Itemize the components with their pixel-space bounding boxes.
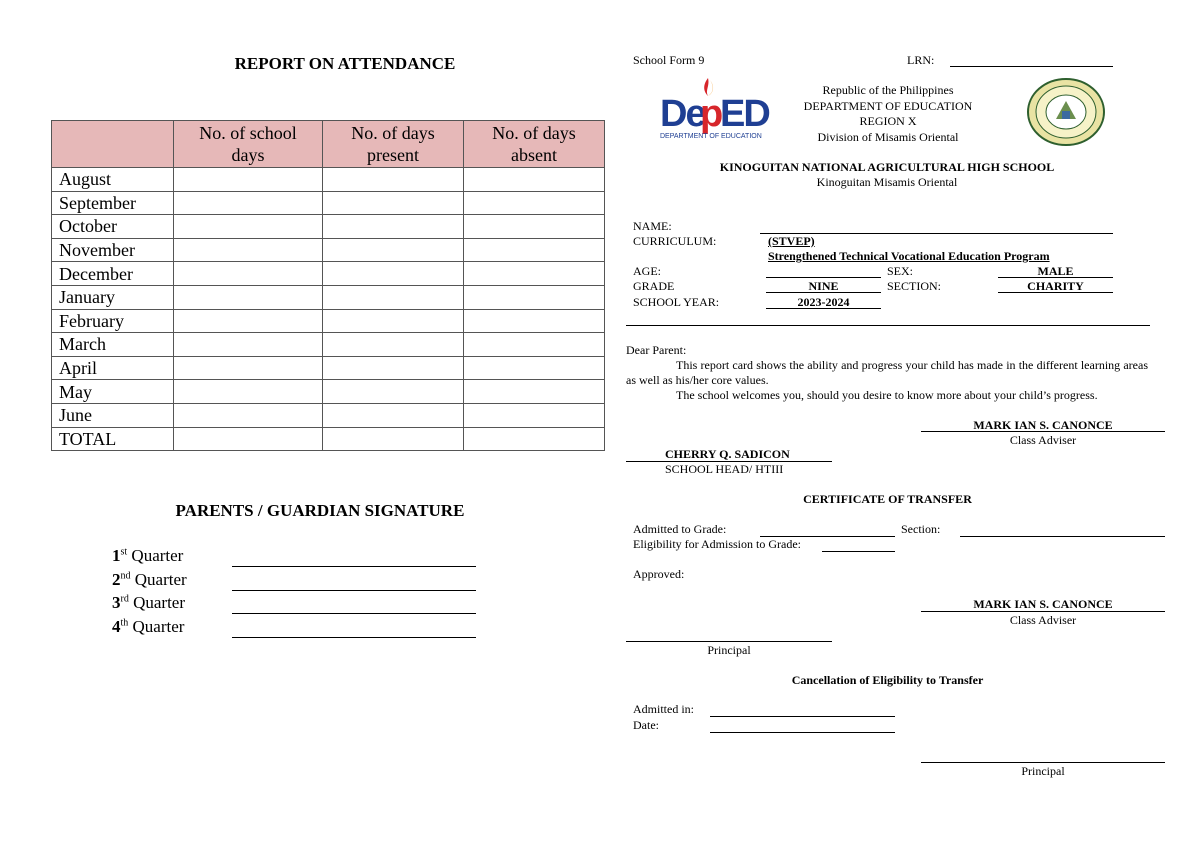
office-header (770, 83, 1006, 145)
curriculum-name: Strengthened Technical Vocational Education Program (768, 249, 1050, 263)
month-label: November (52, 238, 174, 262)
days-present-cell[interactable] (323, 215, 464, 239)
table-row (52, 215, 605, 239)
cancellation-title: Cancellation of Eligibility to Transfer (791, 673, 984, 687)
month-label: April (52, 356, 174, 380)
letter-paragraph-1: This report card shows the ability and progress your child has made in the different learning areas as well as his/her core values. (626, 358, 1148, 387)
table-row (52, 168, 605, 192)
table-row (52, 356, 605, 380)
header-school-days: No. of school days (174, 121, 323, 168)
table-row (52, 403, 605, 427)
approved-label: Approved: (633, 567, 685, 581)
days-present-cell[interactable] (323, 262, 464, 286)
svg-text:ED: ED (720, 93, 769, 135)
section-field[interactable] (998, 292, 1113, 293)
school-address: Kinoguitan Misamis Oriental (816, 175, 958, 189)
svg-text:p: p (700, 93, 722, 135)
transfer-principal-signature-line[interactable] (626, 641, 832, 642)
adviser-signature-line[interactable] (921, 431, 1165, 432)
school-seal-graphic (1026, 77, 1106, 147)
days-present-cell[interactable] (323, 356, 464, 380)
table-row (52, 262, 605, 286)
transfer-title: CERTIFICATE OF TRANSFER (803, 492, 972, 506)
quarter-2-label: 2nd Quarter (112, 570, 187, 589)
admitted-in-field[interactable] (710, 716, 895, 717)
header-month (52, 121, 174, 168)
month-label: September (52, 191, 174, 215)
quarter-3-label: 3rd Quarter (112, 593, 186, 612)
region-text: REGION X (859, 114, 917, 128)
school-name: KINOGUITAN NATIONAL AGRICULTURAL HIGH SCHOOL (719, 160, 1055, 174)
school-year-value: 2023-2024 (797, 295, 850, 309)
days-absent-cell[interactable] (464, 238, 605, 262)
quarter-4-label: 4th Quarter (112, 617, 185, 636)
eligibility-field[interactable] (822, 551, 895, 552)
header-days-present: No. of days present (323, 121, 464, 168)
school-days-cell[interactable] (174, 403, 323, 427)
days-present-cell[interactable] (323, 238, 464, 262)
school-days-cell[interactable] (174, 427, 323, 451)
days-present-cell[interactable] (323, 333, 464, 357)
name-label: NAME: (633, 219, 672, 233)
month-label: June (52, 403, 174, 427)
section-label: SECTION: (887, 279, 941, 293)
school-days-cell[interactable] (174, 262, 323, 286)
republic-text: Republic of the Philippines (822, 83, 954, 97)
transfer-adviser-signature-line[interactable] (921, 611, 1165, 612)
letter-greeting: Dear Parent: (626, 343, 687, 357)
department-text: DEPARTMENT OF EDUCATION (803, 98, 973, 113)
table-row (52, 380, 605, 404)
table-row (52, 427, 605, 451)
eligibility-label: Eligibility for Admission to Grade: (633, 537, 801, 551)
quarter-4-signature-line[interactable] (232, 637, 476, 638)
month-label: May (52, 380, 174, 404)
days-present-cell[interactable] (323, 191, 464, 215)
adviser-name: MARK IAN S. CANONCE (973, 418, 1113, 432)
days-absent-cell[interactable] (464, 168, 605, 192)
days-present-cell[interactable] (323, 168, 464, 192)
school-days-cell[interactable] (174, 309, 323, 333)
section-divider (626, 325, 1150, 326)
days-absent-cell[interactable] (464, 309, 605, 333)
transfer-adviser-name: MARK IAN S. CANONCE (973, 597, 1113, 611)
days-absent-cell[interactable] (464, 333, 605, 357)
deped-logo-graphic (658, 74, 769, 144)
month-label: January (52, 285, 174, 309)
attendance-table (51, 120, 605, 451)
sex-value: MALE (1037, 264, 1074, 278)
attendance-title: REPORT ON ATTENDANCE (234, 54, 456, 73)
month-label: October (52, 215, 174, 239)
days-present-cell[interactable] (323, 285, 464, 309)
header-days-absent: No. of days absent (464, 121, 605, 168)
age-field[interactable] (766, 277, 881, 278)
school-days-cell[interactable] (174, 380, 323, 404)
quarter-3-signature-line[interactable] (232, 613, 476, 614)
transfer-adviser-title: Class Adviser (1009, 613, 1077, 627)
school-days-cell[interactable] (174, 238, 323, 262)
adviser-title: Class Adviser (1009, 433, 1077, 447)
lrn-label: LRN: (907, 53, 935, 67)
school-days-cell[interactable] (174, 285, 323, 309)
days-absent-cell[interactable] (464, 262, 605, 286)
table-row (52, 333, 605, 357)
grade-label: GRADE (633, 279, 675, 293)
school-head-title: SCHOOL HEAD/ HTIII (665, 462, 784, 476)
days-absent-cell[interactable] (464, 380, 605, 404)
table-row (52, 285, 605, 309)
school-days-cell[interactable] (174, 168, 323, 192)
admitted-grade-label: Admitted to Grade: (633, 522, 727, 536)
quarter-1-signature-line[interactable] (232, 566, 476, 567)
cancellation-principal-signature-line[interactable] (921, 762, 1165, 763)
school-year-label: SCHOOL YEAR: (633, 295, 720, 309)
school-seal (1026, 77, 1106, 147)
sex-label: SEX: (887, 264, 914, 278)
month-label: TOTAL (52, 427, 174, 451)
table-row (52, 238, 605, 262)
school-year-field[interactable] (766, 308, 881, 309)
month-label: March (52, 333, 174, 357)
division-text: Division of Misamis Oriental (817, 129, 959, 144)
letter-paragraph-2: The school welcomes you, should you desire to know more about your child’s progress. (676, 388, 1098, 402)
days-absent-cell[interactable] (464, 403, 605, 427)
days-present-cell[interactable] (323, 403, 464, 427)
lrn-field[interactable] (950, 66, 1113, 67)
days-absent-cell[interactable] (464, 356, 605, 380)
curriculum-code: (STVEP) (768, 234, 815, 248)
days-absent-cell[interactable] (464, 215, 605, 239)
days-present-cell[interactable] (323, 427, 464, 451)
signature-title: PARENTS / GUARDIAN SIGNATURE (175, 501, 465, 520)
transfer-section-field[interactable] (960, 536, 1165, 537)
svg-text:DEPARTMENT OF EDUCATION: DEPARTMENT OF EDUCATION (660, 133, 762, 140)
days-absent-cell[interactable] (464, 427, 605, 451)
school-days-cell[interactable] (174, 333, 323, 357)
days-absent-cell[interactable] (464, 285, 605, 309)
days-absent-cell[interactable] (464, 191, 605, 215)
month-label: August (52, 168, 174, 192)
days-present-cell[interactable] (323, 380, 464, 404)
quarter-2-signature-line[interactable] (232, 590, 476, 591)
school-head-name: CHERRY Q. SADICON (665, 447, 790, 461)
school-days-cell[interactable] (174, 191, 323, 215)
deped-logo (658, 74, 769, 144)
school-days-cell[interactable] (174, 356, 323, 380)
svg-text:De: De (660, 93, 705, 135)
age-label: AGE: (633, 264, 661, 278)
month-label: December (52, 262, 174, 286)
quarter-1-label: 1st Quarter (112, 546, 184, 565)
grade-value: NINE (808, 279, 839, 293)
transfer-section-label: Section: (901, 522, 941, 536)
table-row (52, 309, 605, 333)
cancellation-principal-title: Principal (1021, 764, 1065, 778)
date-label: Date: (633, 718, 659, 732)
month-label: February (52, 309, 174, 333)
section-value: CHARITY (1027, 279, 1084, 293)
curriculum-label: CURRICULUM: (633, 234, 717, 248)
attendance-header-row (52, 121, 605, 168)
table-row (52, 191, 605, 215)
school-days-cell[interactable] (174, 215, 323, 239)
date-field[interactable] (710, 732, 895, 733)
sex-field[interactable] (998, 277, 1113, 278)
admitted-in-label: Admitted in: (633, 702, 694, 716)
form-label: School Form 9 (633, 53, 705, 67)
grade-field[interactable] (766, 292, 881, 293)
days-present-cell[interactable] (323, 309, 464, 333)
transfer-principal-title: Principal (707, 643, 751, 657)
